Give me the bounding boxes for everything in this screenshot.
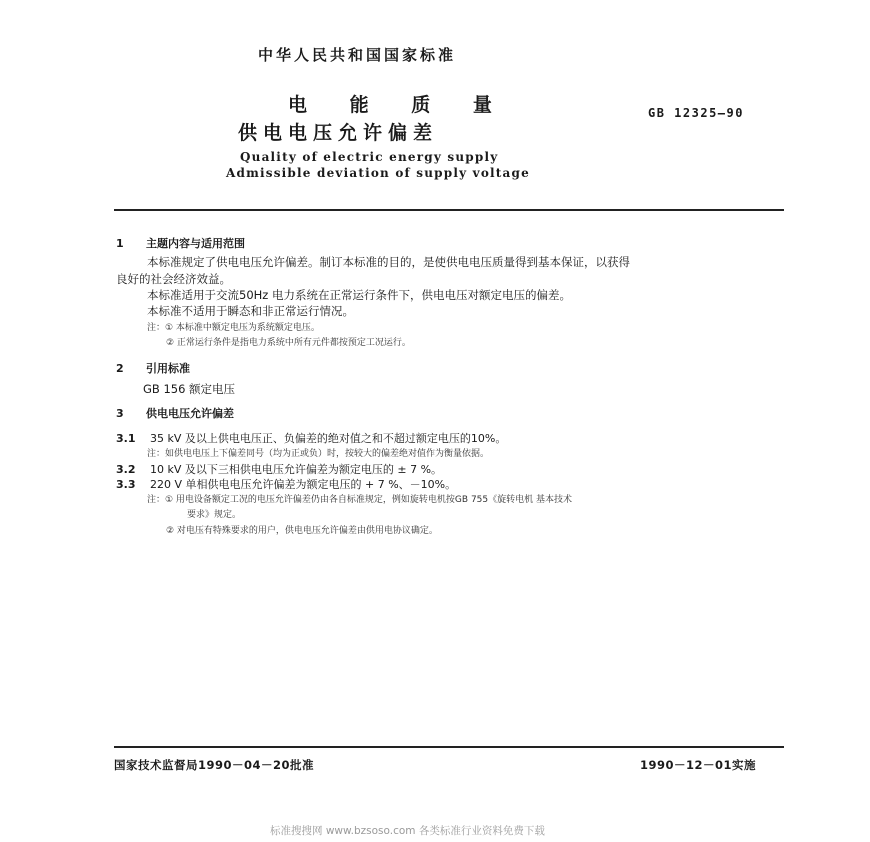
section1-title: 主题内容与适用范围	[146, 237, 245, 250]
section3-title: 供电电压允许偏差	[146, 407, 234, 420]
section1-para3: 本标准不适用于瞬态和非正常运行情况。	[147, 304, 354, 318]
document-title-line2: 供电电压允许偏差	[238, 122, 439, 144]
section2-title: 引用标准	[146, 362, 190, 375]
english-title-line2: Admissible deviation of supply voltage	[226, 166, 530, 180]
clause-3-3-note2: ② 对电压有特殊要求的用户，供电电压允许偏差由供用电协议确定。	[166, 526, 438, 536]
clause-3-3-note1-line2: 要求》规定。	[187, 510, 242, 520]
clause-3-2-number: 3.2	[116, 463, 136, 476]
standard-number: GB 12325—90	[648, 106, 744, 120]
effective-date: 1990－12－01实施	[640, 758, 757, 772]
clause-3-2-text: 10 kV 及以下三相供电电压允许偏差为额定电压的 ± 7 %。	[150, 463, 443, 476]
approval-date: 国家技术监督局1990－04－20批准	[114, 758, 315, 772]
section2-number: 2	[116, 362, 124, 375]
header-divider	[114, 209, 784, 211]
section1-note1: 注：① 本标准中额定电压为系统额定电压。	[147, 323, 320, 333]
section1-para1-line2: 良好的社会经济效益。	[116, 272, 231, 286]
section1-heading	[116, 235, 245, 251]
clause-3-3-text: 220 V 单相供电电压允许偏差为额定电压的 + 7 %、－10%。	[150, 478, 457, 491]
document-title-line1: 电 能 质 量	[288, 94, 510, 116]
site-watermark: 标准搜搜网 www.bzsoso.com 各类标准行业资料免费下载	[270, 825, 545, 837]
section3-number: 3	[116, 407, 124, 420]
footer-divider	[114, 746, 784, 748]
clause-3-1	[116, 430, 506, 446]
standard-organization: 中华人民共和国国家标准	[258, 46, 457, 64]
section2-reference: GB 156 额定电压	[143, 382, 236, 396]
english-title-line1: Quality of electric energy supply	[240, 150, 499, 164]
clause-3-3-note1-line1: 注：① 用电设备额定工况的电压允许偏差仍由各自标准规定，例如旋转电机按GB 755《旋转电机 基本技术	[147, 495, 572, 505]
section2-heading	[116, 360, 190, 376]
clause-3-1-number: 3.1	[116, 432, 136, 445]
section1-para1-line1: 本标准规定了供电电压允许偏差。制订本标准的目的，是使供电电压质量得到基本保证，以获得	[147, 255, 630, 269]
clause-3-3	[116, 476, 456, 492]
section1-para2: 本标准适用于交流50Hz 电力系统在正常运行条件下，供电电压对额定电压的偏差。	[147, 288, 571, 302]
clause-3-2	[116, 461, 442, 477]
section3-heading	[116, 405, 234, 421]
section1-number: 1	[116, 237, 124, 250]
section1-note2: ② 正常运行条件是指电力系统中所有元件都按预定工况运行。	[166, 338, 411, 348]
clause-3-1-note: 注：如供电电压上下偏差同号（均为正或负）时，按较大的偏差绝对值作为衡量依据。	[147, 449, 490, 459]
clause-3-1-text: 35 kV 及以上供电电压正、负偏差的绝对值之和不超过额定电压的10%。	[150, 432, 507, 445]
clause-3-3-number: 3.3	[116, 478, 136, 491]
